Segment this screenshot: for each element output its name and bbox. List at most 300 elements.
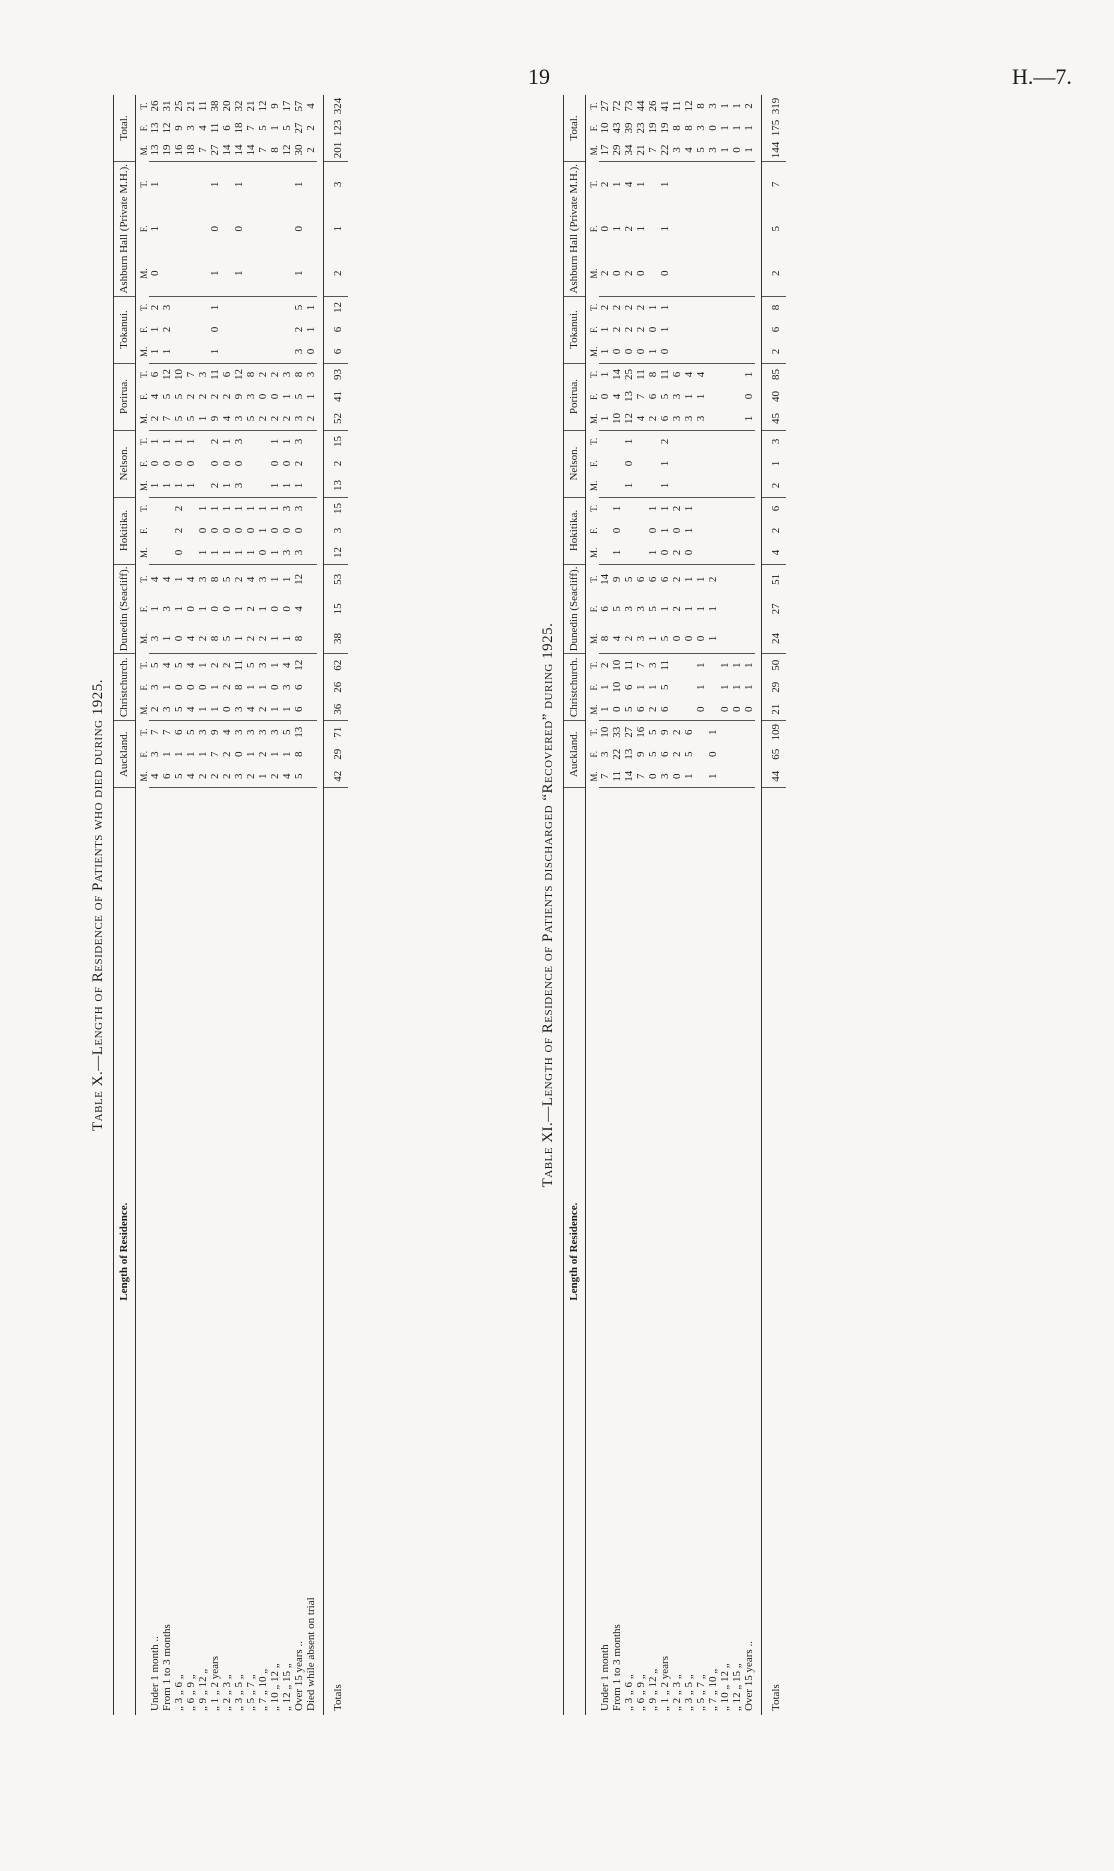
table-cell — [269, 341, 281, 364]
table-cell: 12 — [232, 369, 245, 381]
table-cell: 1 — [208, 181, 221, 188]
table-cell — [635, 542, 647, 565]
table-cell: 6 — [658, 751, 671, 758]
table-cell — [743, 542, 755, 565]
table-cell: 2 — [256, 371, 269, 378]
table-cell: 8 — [646, 371, 659, 378]
table-cell — [245, 207, 257, 251]
table-cell — [671, 654, 683, 677]
table-cell — [269, 251, 281, 296]
table-cell: 2 — [148, 304, 161, 311]
table-cell: 2 — [305, 408, 317, 431]
table-cell: 5 — [292, 304, 305, 311]
table-cell — [695, 475, 707, 498]
row-label: „ 6 „ 9 „ — [634, 1674, 647, 1711]
table-cell — [719, 497, 731, 520]
table-cell — [743, 251, 755, 296]
table-cell: 26 — [323, 676, 348, 698]
row-label: „ 1 „ 2 years — [208, 1656, 221, 1711]
row-label: „ 5 „ 7 „ — [694, 1674, 707, 1711]
table-cell: 14 — [221, 139, 233, 162]
table-cell: 44 — [761, 765, 786, 788]
table-cell — [221, 319, 233, 341]
table-cell: 2 — [598, 181, 611, 188]
table-cell: 5 — [173, 408, 185, 431]
table-cell: 3 — [280, 371, 293, 378]
table-cell: 0 — [719, 698, 731, 721]
table-cell — [683, 654, 695, 677]
table-cell: 1 — [197, 542, 209, 565]
table-cell: 1 — [610, 505, 623, 512]
table-cell — [695, 296, 707, 319]
table-cell: 6 — [220, 125, 233, 131]
table-cell: 42 — [323, 765, 348, 788]
table-cell: 11 — [622, 659, 635, 671]
table-cell: 0 — [671, 765, 683, 788]
table-cell: 52 — [323, 408, 348, 431]
table-cell: 1 — [281, 624, 293, 654]
institution-header: Hokitika. — [114, 497, 136, 564]
table-cell: 7 — [160, 729, 173, 736]
institution-header: Tokanui. — [114, 296, 136, 363]
table-cell: 0 — [196, 684, 209, 691]
table-cell — [305, 430, 317, 453]
table-cell: 2 — [220, 751, 233, 758]
table-cell: 3 — [323, 162, 348, 207]
table-cell — [731, 341, 743, 364]
row-label: Under 1 month .. — [148, 1636, 161, 1711]
table-cell: 13 — [323, 475, 348, 498]
subheader-f: F. — [588, 124, 599, 132]
table-cell: 9 — [610, 576, 623, 583]
subheader-f: F. — [588, 326, 599, 333]
table-cell — [719, 564, 731, 594]
table-cell: 6 — [622, 684, 635, 691]
table-row — [623, 95, 635, 1715]
table-cell: 9 — [208, 729, 221, 736]
table-cell: 0 — [659, 251, 671, 296]
table-cell: 5 — [695, 139, 707, 162]
table-cell — [635, 497, 647, 520]
subheader-f: F. — [138, 605, 149, 613]
table-cell: 6 — [635, 698, 647, 721]
table-cell — [719, 743, 731, 765]
subheader-f: F. — [588, 527, 599, 534]
table-cell: 1 — [221, 542, 233, 565]
table-cell: 14 — [598, 573, 611, 585]
subheader-f: F. — [138, 460, 149, 467]
table-cell: 57 — [292, 100, 305, 112]
table-cell: 1 — [233, 624, 245, 654]
table-cell: 5 — [292, 393, 305, 400]
table-cell: 5 — [256, 125, 269, 131]
table-cell — [245, 341, 257, 364]
table-cell — [719, 207, 731, 251]
table-cell: 8 — [761, 296, 786, 319]
subheader-t: T. — [138, 180, 149, 188]
table-cell: 319 — [761, 95, 786, 117]
table-cell: 0 — [695, 624, 707, 654]
table-cell — [599, 497, 611, 520]
table-cell: 1 — [682, 393, 695, 400]
table-cell — [185, 520, 197, 542]
table-cell — [635, 453, 647, 475]
table-cell: 20 — [220, 100, 233, 112]
table-cell — [719, 475, 731, 498]
table-cell — [173, 207, 185, 251]
table-cell — [707, 386, 719, 408]
table-cell: 6 — [220, 371, 233, 378]
table-cell: 0 — [184, 606, 197, 612]
table-cell: 8 — [694, 103, 707, 109]
table-cell: 5 — [185, 408, 197, 431]
row-label: „ 3 „ 5 „ — [232, 1674, 245, 1711]
subheader-m: M. — [138, 480, 149, 491]
table-cell: 12 — [292, 573, 305, 585]
table-cell — [149, 497, 161, 520]
table-cell: 2 — [761, 475, 786, 498]
table-cell: 1 — [718, 103, 731, 109]
table-cell: 10 — [610, 659, 623, 671]
table-cell: 4 — [185, 698, 197, 721]
table-cell — [233, 341, 245, 364]
table-cell: 14 — [245, 139, 257, 162]
table-cell: 2 — [208, 393, 221, 400]
table-cell — [695, 162, 707, 207]
table-cell — [671, 430, 683, 453]
table-cell: 41 — [323, 386, 348, 408]
table-cell — [707, 520, 719, 542]
table-cell: 10 — [598, 726, 611, 738]
table-cell: 22 — [610, 748, 623, 760]
table-cell — [719, 363, 731, 386]
table-cell: 6 — [161, 765, 173, 788]
table-cell: 19 — [658, 122, 671, 134]
table-cell: 1 — [706, 606, 719, 612]
subheader-m: M. — [588, 145, 599, 156]
subheader-m: M. — [588, 346, 599, 357]
table-cell — [707, 453, 719, 475]
table-cell: 0 — [220, 460, 233, 467]
table-cell — [719, 386, 731, 408]
table-cell: 1 — [598, 371, 611, 378]
subheader-f: F. — [588, 751, 599, 758]
table-cell — [281, 341, 293, 364]
table-cell: 0 — [173, 624, 185, 654]
table-cell — [683, 676, 695, 698]
table-cell: 1 — [196, 751, 209, 758]
table-cell: 6 — [761, 319, 786, 341]
row-label: „ 3 „ 5 „ — [682, 1674, 695, 1711]
table-cell: 18 — [232, 122, 245, 134]
table-cell — [683, 251, 695, 296]
table-cell: 1 — [304, 304, 317, 311]
table-cell: 17 — [280, 100, 293, 112]
table-cell: 0 — [268, 460, 281, 467]
table-cell — [245, 319, 257, 341]
table-cell — [647, 475, 659, 498]
subheader-m: M. — [588, 547, 599, 558]
table-cell: 9 — [658, 729, 671, 736]
table-x-grid — [113, 95, 348, 1715]
table-cell: 0 — [173, 542, 185, 565]
table-cell: 14 — [610, 369, 623, 381]
table-cell: 5 — [244, 662, 257, 669]
table-cell: 2 — [197, 765, 209, 788]
table-cell: 4 — [244, 576, 257, 583]
table-cell: 4 — [184, 576, 197, 583]
subheader-m: M. — [588, 268, 599, 279]
table-cell: 8 — [293, 624, 305, 654]
table-cell: 24 — [761, 624, 786, 654]
table-cell: 2 — [160, 326, 173, 333]
table-xi — [540, 95, 786, 1715]
table-cell: 1 — [160, 751, 173, 758]
table-cell: 1 — [718, 684, 731, 691]
table-cell — [683, 341, 695, 364]
subheader-m: M. — [138, 346, 149, 357]
table-cell: 1 — [623, 475, 635, 498]
table-cell — [671, 162, 683, 207]
table-cell — [683, 475, 695, 498]
row-label: Over 15 years .. — [742, 1641, 755, 1711]
table-cell: 0 — [148, 460, 161, 467]
table-cell: 1 — [658, 181, 671, 188]
table-row — [695, 95, 707, 1715]
table-cell — [683, 453, 695, 475]
totals-row — [323, 95, 348, 1715]
table-cell — [269, 207, 281, 251]
table-cell — [719, 624, 731, 654]
table-cell: 2 — [257, 408, 269, 431]
table-cell: 31 — [160, 100, 173, 112]
table-cell: 6 — [323, 319, 348, 341]
table-cell — [707, 319, 719, 341]
table-cell — [719, 765, 731, 788]
table-cell — [269, 296, 281, 319]
table-cell — [197, 341, 209, 364]
table-cell — [197, 162, 209, 207]
table-cell — [647, 162, 659, 207]
table-cell — [185, 497, 197, 520]
institution-header: Ashburn Hall (Private M.H.). — [564, 162, 586, 297]
mft-subheader-row — [135, 95, 149, 1715]
table-cell: 1 — [196, 606, 209, 612]
table-cell — [743, 743, 755, 765]
length-of-residence-header: Length of Residence. — [564, 788, 586, 1715]
table-cell: 2 — [647, 408, 659, 431]
table-cell: 4 — [185, 624, 197, 654]
table-cell: 14 — [623, 765, 635, 788]
table-cell: 45 — [761, 408, 786, 431]
table-cell — [719, 341, 731, 364]
subheader-f: F. — [138, 751, 149, 758]
table-cell: 11 — [611, 765, 623, 788]
subheader-blank — [135, 788, 149, 1715]
table-cell: 1 — [257, 765, 269, 788]
table-cell: 6 — [598, 606, 611, 612]
table-cell: 1 — [245, 542, 257, 565]
table-cell: 1 — [730, 662, 743, 669]
table-cell: 11 — [658, 659, 671, 671]
table-cell — [257, 296, 269, 319]
table-cell — [221, 251, 233, 296]
table-cell: 0 — [611, 698, 623, 721]
table-cell: 1 — [598, 326, 611, 333]
table-cell: 1 — [658, 304, 671, 311]
table-row — [707, 95, 719, 1715]
table-cell: 8 — [269, 139, 281, 162]
table-cell — [719, 430, 731, 453]
table-cell — [731, 319, 743, 341]
table-cell — [245, 162, 257, 207]
table-cell: 4 — [245, 698, 257, 721]
subheader-m: M. — [588, 413, 599, 424]
table-cell: 7 — [161, 408, 173, 431]
table-cell — [707, 408, 719, 431]
table-cell: 0 — [232, 751, 245, 758]
table-cell: 18 — [185, 139, 197, 162]
table-cell: 6 — [761, 497, 786, 520]
table-cell: 1 — [268, 125, 281, 131]
table-cell — [707, 475, 719, 498]
subheader-m: M. — [138, 771, 149, 782]
table-cell — [305, 162, 317, 207]
table-cell: 2 — [599, 251, 611, 296]
table-cell: 0 — [683, 542, 695, 565]
table-cell: 5 — [622, 576, 635, 583]
table-xi-body — [599, 95, 786, 1715]
row-label: „ 9 „ 12 „ — [196, 1668, 209, 1711]
table-cell: 0 — [184, 460, 197, 467]
row-label: „ 2 „ 3 „ — [220, 1674, 233, 1711]
table-cell — [305, 564, 317, 594]
table-cell: 1 — [221, 475, 233, 498]
table-cell: 2 — [208, 438, 221, 445]
table-cell: 4 — [694, 371, 707, 378]
table-cell — [305, 453, 317, 475]
table-cell: 5 — [221, 624, 233, 654]
table-cell: 201 — [323, 139, 348, 162]
table-cell: 4 — [220, 729, 233, 736]
table-cell — [305, 743, 317, 765]
subheader-t: T. — [138, 102, 149, 110]
table-cell: 4 — [281, 765, 293, 788]
table-cell — [635, 520, 647, 542]
table-cell: 11 — [208, 122, 221, 134]
table-cell: 1 — [268, 438, 281, 445]
table-cell: 9 — [268, 103, 281, 109]
table-cell: 1 — [658, 460, 671, 467]
table-cell: 2 — [149, 698, 161, 721]
row-label: „ 12 „ 15 „ — [280, 1663, 293, 1711]
institution-header: Ashburn Hall (Private M.H.). — [114, 162, 136, 297]
table-cell: 7 — [635, 765, 647, 788]
subheader-t: T. — [138, 728, 149, 736]
table-cell: 6 — [659, 408, 671, 431]
table-cell: 3 — [293, 408, 305, 431]
table-cell: 5 — [646, 729, 659, 736]
table-cell — [719, 453, 731, 475]
table-cell — [695, 721, 707, 744]
table-cell: 29 — [761, 676, 786, 698]
table-cell: 1 — [622, 438, 635, 445]
table-cell: 1 — [719, 139, 731, 162]
table-cell: 1 — [197, 698, 209, 721]
table-cell: 109 — [761, 721, 786, 744]
table-cell: 123 — [323, 117, 348, 139]
table-cell: 15 — [323, 430, 348, 453]
table-cell: 21 — [244, 100, 257, 112]
table-cell — [305, 520, 317, 542]
table-cell — [599, 475, 611, 498]
table-cell — [743, 594, 755, 623]
table-cell — [731, 408, 743, 431]
institution-header: Nelson. — [114, 430, 136, 497]
table-cell — [245, 453, 257, 475]
table-cell — [221, 162, 233, 207]
table-cell: 21 — [635, 139, 647, 162]
table-cell: 1 — [209, 698, 221, 721]
table-cell: 3 — [670, 393, 683, 400]
table-cell — [743, 296, 755, 319]
table-cell — [731, 207, 743, 251]
table-cell: 1 — [646, 505, 659, 512]
table-cell: 2 — [257, 624, 269, 654]
table-cell: 1 — [268, 576, 281, 583]
table-cell — [281, 207, 293, 251]
table-cell: 2 — [622, 304, 635, 311]
table-cell: 6 — [659, 698, 671, 721]
table-cell: 3 — [280, 505, 293, 512]
table-row — [269, 95, 281, 1715]
table-cell: 1 — [244, 505, 257, 512]
table-cell: 1 — [256, 606, 269, 612]
table-cell: 1 — [268, 662, 281, 669]
table-cell: 2 — [622, 326, 635, 333]
table-row — [683, 95, 695, 1715]
table-cell: 32 — [232, 100, 245, 112]
table-cell: 2 — [256, 751, 269, 758]
table-cell — [731, 542, 743, 565]
institution-header: Tokanui. — [564, 296, 586, 363]
table-row — [233, 95, 245, 1715]
table-cell: 1 — [161, 341, 173, 364]
table-cell: 3 — [646, 662, 659, 669]
table-cell — [221, 207, 233, 251]
subheader-t: T. — [588, 180, 599, 188]
subheader-m: M. — [588, 633, 599, 644]
table-cell — [671, 207, 683, 251]
table-cell: 8 — [232, 684, 245, 691]
table-cell: 4 — [761, 542, 786, 565]
table-cell: 1 — [694, 662, 707, 669]
table-cell — [185, 542, 197, 565]
table-cell: 25 — [622, 369, 635, 381]
table-cell: 13 — [292, 726, 305, 738]
table-cell: 1 — [149, 475, 161, 498]
table-cell: 3 — [160, 606, 173, 612]
table-cell: 27 — [209, 139, 221, 162]
table-cell — [599, 542, 611, 565]
table-cell: 1 — [683, 765, 695, 788]
table-cell: 7 — [197, 139, 209, 162]
table-cell — [731, 475, 743, 498]
table-cell — [695, 430, 707, 453]
table-row — [743, 95, 755, 1715]
table-cell — [257, 475, 269, 498]
table-cell: 1 — [304, 393, 317, 400]
